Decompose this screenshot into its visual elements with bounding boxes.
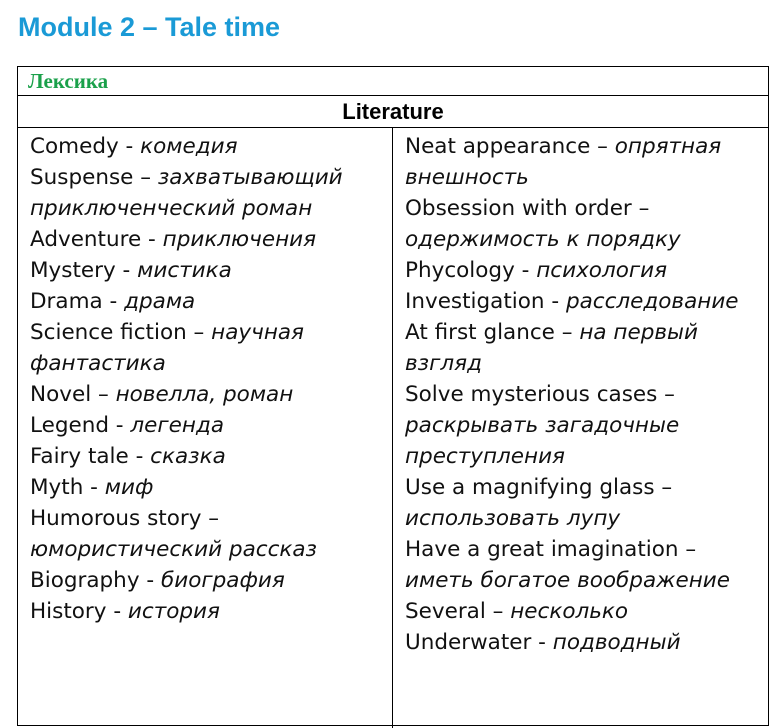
vocab-line	[30, 441, 392, 472]
vocab-line	[30, 472, 392, 503]
english-term: Comedy -	[30, 134, 141, 159]
english-term: Drama -	[30, 289, 125, 314]
vocab-line	[405, 503, 768, 534]
russian-translation: подводный	[552, 630, 681, 655]
vocabulary-columns	[18, 128, 768, 728]
vocab-line	[30, 348, 392, 379]
vocab-line	[30, 131, 392, 162]
english-term: At first glance –	[405, 320, 580, 345]
vocab-line	[405, 317, 768, 348]
vocab-line	[30, 534, 392, 565]
english-term: Have a great imagination –	[405, 537, 697, 562]
russian-translation: биография	[160, 568, 285, 593]
russian-translation: приключенческий роман	[30, 196, 313, 221]
russian-translation: несколько	[510, 599, 629, 624]
right-column	[393, 128, 768, 728]
left-column	[18, 128, 393, 728]
english-term: Suspense –	[30, 165, 158, 190]
english-term: Use a magnifying glass –	[405, 475, 673, 500]
page-title: Module 2 – Tale time	[18, 12, 281, 42]
english-term: Several –	[405, 599, 511, 624]
russian-translation: использовать лупу	[405, 506, 621, 531]
vocabulary-table	[17, 66, 769, 726]
english-term: Investigation -	[405, 289, 566, 314]
english-term: Adventure -	[30, 227, 163, 252]
russian-translation: одержимость к порядку	[405, 227, 681, 252]
russian-translation: история	[127, 599, 220, 624]
russian-translation: внешность	[405, 165, 529, 190]
english-term: Humorous story –	[30, 506, 220, 531]
russian-translation: опрятная	[614, 134, 722, 159]
russian-translation: комедия	[140, 134, 238, 159]
vocab-line	[30, 255, 392, 286]
section-label: Лексика	[18, 67, 768, 96]
english-term: Fairy tale -	[30, 444, 151, 469]
russian-translation: драма	[124, 289, 196, 314]
vocab-line	[30, 503, 392, 534]
vocab-line	[405, 472, 768, 503]
vocab-line	[30, 224, 392, 255]
russian-translation: психология	[536, 258, 668, 283]
russian-translation: захватывающий	[157, 165, 343, 190]
vocab-line	[405, 410, 768, 441]
vocab-line	[405, 565, 768, 596]
russian-translation: новелла, роман	[115, 382, 294, 407]
english-term: Solve mysterious cases –	[405, 382, 675, 407]
vocab-line	[405, 193, 768, 224]
vocab-line	[405, 441, 768, 472]
russian-translation: юмористический рассказ	[30, 537, 317, 562]
english-term: Underwater -	[405, 630, 553, 655]
russian-translation: иметь богатое воображение	[405, 568, 730, 593]
russian-translation: мистика	[137, 258, 232, 283]
vocab-line	[405, 255, 768, 286]
vocab-line	[30, 565, 392, 596]
russian-translation: взгляд	[405, 351, 482, 376]
english-term: Obsession with order –	[405, 196, 650, 221]
russian-translation: расследование	[565, 289, 739, 314]
english-term: Phycology -	[405, 258, 537, 283]
vocab-line	[405, 534, 768, 565]
english-term: Myth -	[30, 475, 105, 500]
english-term: Mystery -	[30, 258, 138, 283]
english-term: Neat appearance –	[405, 134, 615, 159]
russian-translation: преступления	[405, 444, 565, 469]
english-term: Novel –	[30, 382, 116, 407]
vocab-line	[30, 193, 392, 224]
vocab-line	[405, 286, 768, 317]
english-term: Biography -	[30, 568, 161, 593]
vocab-line	[30, 286, 392, 317]
vocab-line	[30, 410, 392, 441]
vocab-line	[405, 627, 768, 658]
russian-translation: научная	[211, 320, 304, 345]
english-term: History -	[30, 599, 128, 624]
vocab-line	[405, 348, 768, 379]
vocab-line	[405, 379, 768, 410]
russian-translation: раскрывать загадочные	[405, 413, 680, 438]
english-term: Science fiction –	[30, 320, 212, 345]
russian-translation: миф	[104, 475, 154, 500]
russian-translation: на первый	[579, 320, 698, 345]
vocab-line	[30, 317, 392, 348]
vocab-line	[405, 224, 768, 255]
vocab-line	[405, 162, 768, 193]
russian-translation: фантастика	[30, 351, 166, 376]
russian-translation: легенда	[130, 413, 224, 438]
russian-translation: сказка	[150, 444, 226, 469]
vocab-line	[405, 131, 768, 162]
english-term: Legend -	[30, 413, 131, 438]
vocab-line	[30, 379, 392, 410]
vocab-line	[30, 162, 392, 193]
russian-translation: приключения	[162, 227, 317, 252]
vocab-line	[30, 596, 392, 627]
table-header: Literature	[18, 96, 768, 128]
vocab-line	[405, 596, 768, 627]
